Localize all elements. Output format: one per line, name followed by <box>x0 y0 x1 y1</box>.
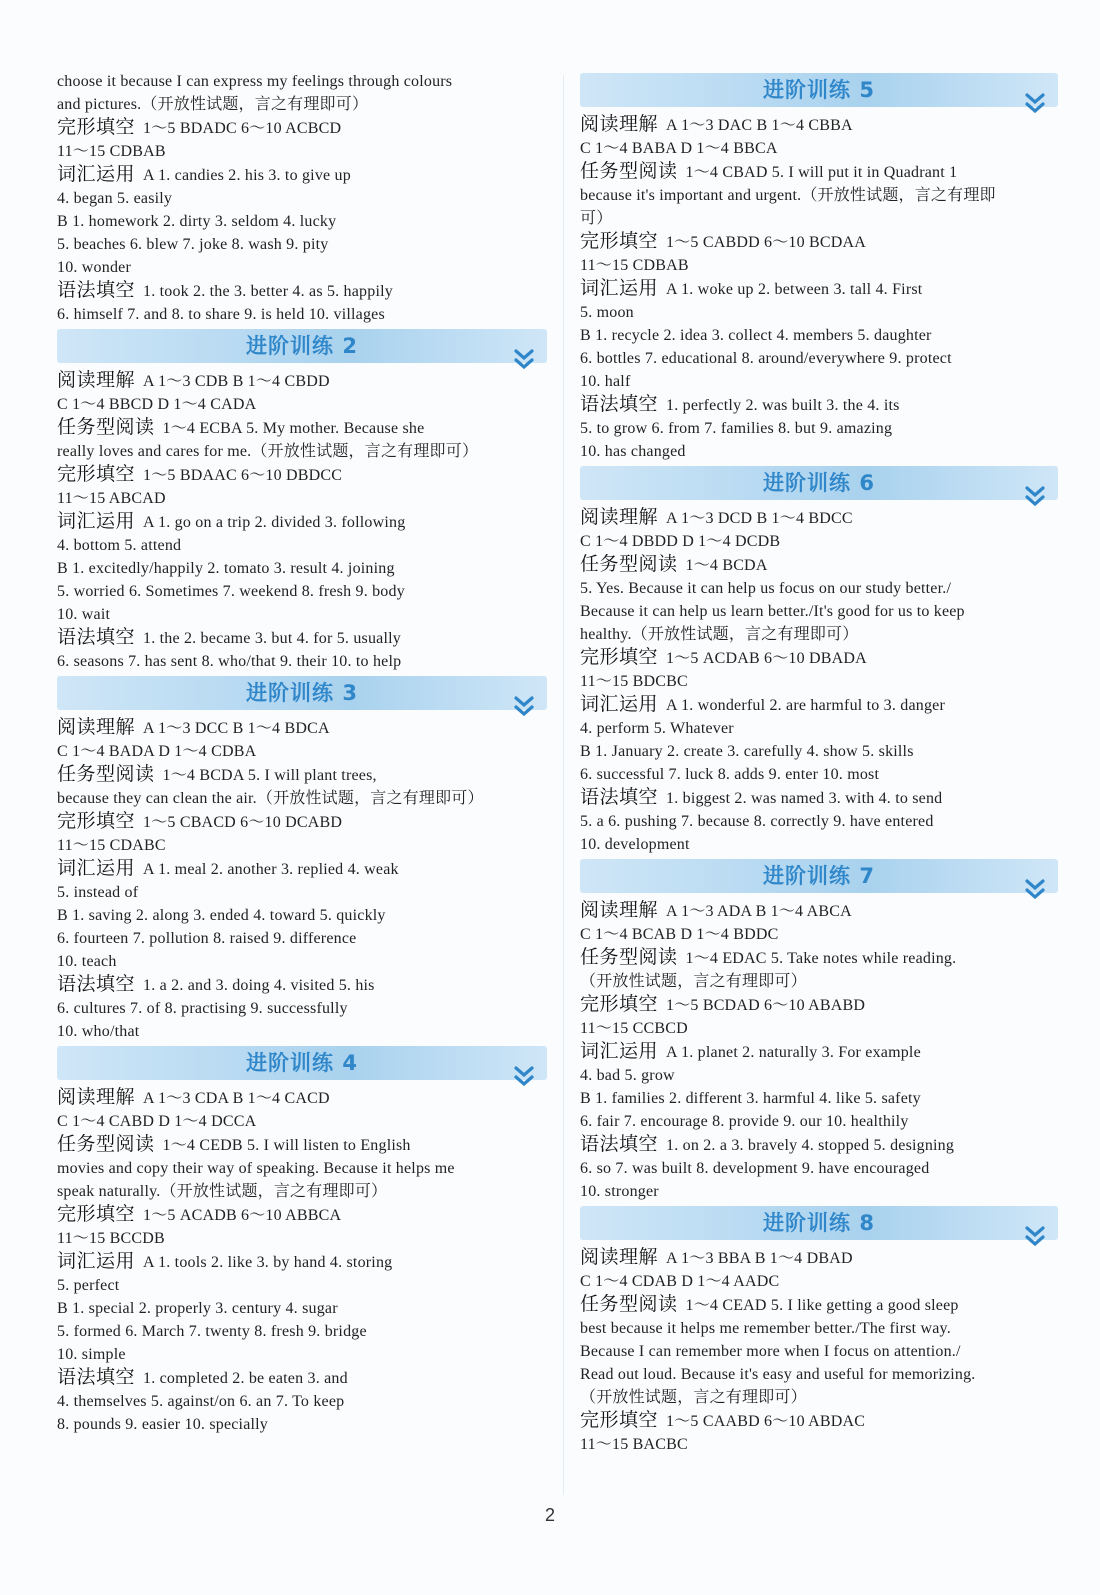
answer-text: （开放性试题，言之有理即可） <box>580 973 807 990</box>
answer-text: and pictures.（开放性试题，言之有理即可） <box>57 96 369 113</box>
answer-text: 6. fourteen 7. pollution 8. raised 9. difference <box>57 930 357 947</box>
question-type-label: 任务型阅读 <box>580 1293 678 1315</box>
answer-text: B 1. saving 2. along 3. ended 4. toward 5. quickly <box>57 907 386 924</box>
answer-line <box>57 463 547 487</box>
answer-text: 1. perfectly 2. was built 3. the 4. its <box>666 397 900 414</box>
answer-text: 6. himself 7. and 8. to share 9. is held 10. villages <box>57 306 385 323</box>
answer-line <box>57 369 547 393</box>
answer-text: C 1～4 BBCD D 1～4 CADA <box>57 396 257 413</box>
double-chevron-down-icon <box>513 347 535 373</box>
answer-text: 11～15 BDCBC <box>580 673 688 690</box>
answer-line <box>580 623 1058 646</box>
question-type-label: 完形填空 <box>580 646 659 668</box>
answer-line <box>57 140 547 163</box>
answer-text: 1～4 BCDA 5. I will plant trees, <box>162 767 377 784</box>
answer-text: A 1. planet 2. naturally 3. For example <box>666 1044 921 1061</box>
question-type-label: 完形填空 <box>580 1409 659 1431</box>
answer-text: 5. a 6. pushing 7. because 8. correctly 9. have entered <box>580 813 934 830</box>
answer-text: 6. so 7. was built 8. development 9. have encouraged <box>580 1160 930 1177</box>
answer-text: 1～5 BCDAD 6～10 ABABD <box>666 997 866 1014</box>
answer-text: B 1. excitedly/happily 2. tomato 3. result 4. joining <box>57 560 395 577</box>
section-banner <box>57 1046 547 1080</box>
answer-text: C 1～4 BADA D 1～4 CDBA <box>57 743 257 760</box>
answer-text: movies and copy their way of speaking. Because it helps me <box>57 1160 455 1177</box>
answer-line <box>580 160 1058 184</box>
answer-text: 1～5 ACDAB 6～10 DBADA <box>666 650 867 667</box>
answer-text: 5. beaches 6. blew 7. joke 8. wash 9. pity <box>57 236 329 253</box>
question-type-label: 完形填空 <box>57 810 136 832</box>
answer-line <box>57 487 547 510</box>
question-type-label: 任务型阅读 <box>57 1133 155 1155</box>
answer-text: 1～4 EDAC 5. Take notes while reading. <box>685 950 957 967</box>
right-column <box>580 70 1058 1456</box>
question-type-label: 完形填空 <box>57 1203 136 1225</box>
answer-line <box>580 646 1058 670</box>
answer-line <box>57 810 547 834</box>
answer-text: 5. worried 6. Sometimes 7. weekend 8. fresh 9. body <box>57 583 405 600</box>
question-type-label: 完形填空 <box>580 993 659 1015</box>
answer-text: A 1～3 DCC B 1～4 BDCA <box>143 720 330 737</box>
answer-line <box>580 1433 1058 1456</box>
answer-text: 11～15 CCBCD <box>580 1020 688 1037</box>
answer-line <box>57 534 547 557</box>
answer-text: 8. pounds 9. easier 10. specially <box>57 1416 268 1433</box>
question-type-label: 阅读理解 <box>580 899 659 921</box>
answer-text: 1～4 CEAD 5. I like getting a good sleep <box>685 1297 959 1314</box>
section-banner <box>580 1206 1058 1240</box>
answer-line <box>57 1180 547 1203</box>
answer-text: 5. perfect <box>57 1277 120 1294</box>
section-banner <box>57 329 547 363</box>
answer-line <box>57 279 547 303</box>
left-column <box>57 70 547 1436</box>
answer-text: 5. Yes. Because it can help us focus on our study better./ <box>580 580 952 597</box>
question-type-label: 完形填空 <box>580 230 659 252</box>
answer-text: 5. moon <box>580 304 634 321</box>
answer-text: 1～5 ACADB 6～10 ABBCA <box>143 1207 342 1224</box>
question-type-label: 语法填空 <box>57 279 136 301</box>
section-title: 进阶训练 6 <box>763 471 875 495</box>
answer-text: 10. wonder <box>57 259 131 276</box>
answer-text: A 1～3 CDA B 1～4 CACD <box>143 1090 330 1107</box>
double-chevron-down-icon <box>1024 484 1046 510</box>
answer-line <box>580 1409 1058 1433</box>
answer-line <box>57 1320 547 1343</box>
question-type-label: 任务型阅读 <box>57 416 155 438</box>
answer-line <box>57 303 547 326</box>
answer-line <box>57 1020 547 1043</box>
answer-line <box>580 717 1058 740</box>
answer-line <box>580 577 1058 600</box>
answer-text: 1～4 CEDB 5. I will listen to English <box>162 1137 411 1154</box>
answer-text: A 1～3 ADA B 1～4 ABCA <box>666 903 852 920</box>
answer-text: Because I can remember more when I focus on attention./ <box>580 1343 961 1360</box>
section-banner <box>580 859 1058 893</box>
answer-line <box>580 1386 1058 1409</box>
answer-text: 6. cultures 7. of 8. practising 9. successfully <box>57 1000 348 1017</box>
answer-text: speak naturally.（开放性试题，言之有理即可） <box>57 1183 388 1200</box>
answer-line <box>57 857 547 881</box>
answer-text: best because it helps me remember better./The first way. <box>580 1320 951 1337</box>
answer-line <box>580 1317 1058 1340</box>
answer-line <box>57 1157 547 1180</box>
answer-line <box>580 833 1058 856</box>
question-type-label: 完形填空 <box>57 116 136 138</box>
answer-line <box>580 810 1058 833</box>
question-type-label: 阅读理解 <box>580 506 659 528</box>
answer-text: A 1. wonderful 2. are harmful to 3. danger <box>666 697 946 714</box>
answer-text: C 1～4 BCAB D 1～4 BDDC <box>580 926 779 943</box>
answer-line <box>580 670 1058 693</box>
question-type-label: 任务型阅读 <box>580 946 678 968</box>
section-title: 进阶训练 2 <box>246 334 358 358</box>
answer-line <box>580 184 1058 207</box>
answer-line <box>57 950 547 973</box>
answer-text: 1～5 CABDD 6～10 BCDAA <box>666 234 867 251</box>
answer-text: 10. stronger <box>580 1183 659 1200</box>
question-type-label: 词汇运用 <box>57 510 136 532</box>
answer-text: C 1～4 DBDD D 1～4 DCDB <box>580 533 781 550</box>
answer-line <box>580 440 1058 463</box>
answer-line <box>57 1086 547 1110</box>
double-chevron-down-icon <box>1024 91 1046 117</box>
answer-line <box>57 93 547 116</box>
answer-line <box>57 256 547 279</box>
question-type-label: 语法填空 <box>580 393 659 415</box>
question-type-label: 阅读理解 <box>580 1246 659 1268</box>
question-type-label: 任务型阅读 <box>57 763 155 785</box>
section-banner <box>57 676 547 710</box>
question-type-label: 词汇运用 <box>580 1040 659 1062</box>
answer-text: 11～15 CDBAB <box>580 257 689 274</box>
answer-line <box>580 207 1058 230</box>
answer-line <box>57 1274 547 1297</box>
answer-line <box>57 997 547 1020</box>
answer-line <box>580 417 1058 440</box>
answer-line <box>580 1133 1058 1157</box>
answer-line <box>57 834 547 857</box>
answer-line <box>580 301 1058 324</box>
answer-line <box>57 1297 547 1320</box>
answer-text: 10. who/that <box>57 1023 140 1040</box>
answer-line <box>580 946 1058 970</box>
double-chevron-down-icon <box>513 1064 535 1090</box>
section-title: 进阶训练 4 <box>246 1051 358 1075</box>
answer-line <box>580 230 1058 254</box>
answer-text: A 1. tools 2. like 3. by hand 4. storing <box>143 1254 393 1271</box>
question-type-label: 语法填空 <box>57 626 136 648</box>
answer-line <box>57 716 547 740</box>
answer-line <box>580 786 1058 810</box>
answer-line <box>580 1363 1058 1386</box>
answer-text: 11～15 CDABC <box>57 837 166 854</box>
answer-text: because they can clean the air.（开放性试题，言之有理即可） <box>57 790 484 807</box>
answer-line <box>57 510 547 534</box>
answer-text: 4. themselves 5. against/on 6. an 7. To keep <box>57 1393 345 1410</box>
answer-text: 4. perform 5. Whatever <box>580 720 734 737</box>
answer-text: C 1～4 CABD D 1～4 DCCA <box>57 1113 257 1130</box>
answer-text: 4. began 5. easily <box>57 190 173 207</box>
answer-text: 5. instead of <box>57 884 139 901</box>
answer-line <box>57 1390 547 1413</box>
question-type-label: 阅读理解 <box>57 1086 136 1108</box>
answer-line <box>57 393 547 416</box>
answer-line <box>580 530 1058 553</box>
answer-text: 11～15 BACBC <box>580 1436 688 1453</box>
answer-text: A 1. candies 2. his 3. to give up <box>143 167 351 184</box>
answer-line <box>580 923 1058 946</box>
answer-text: 1～5 BDADC 6～10 ACBCD <box>143 120 342 137</box>
answer-line <box>580 1157 1058 1180</box>
section-title: 进阶训练 8 <box>763 1211 875 1235</box>
question-type-label: 词汇运用 <box>57 163 136 185</box>
answer-text: 1. a 2. and 3. doing 4. visited 5. his <box>143 977 375 994</box>
answer-text: A 1～3 BBA B 1～4 DBAD <box>666 1250 853 1267</box>
answer-text: 4. bad 5. grow <box>580 1067 675 1084</box>
answer-line <box>580 506 1058 530</box>
answer-text: 10. teach <box>57 953 117 970</box>
answer-text: 5. formed 6. March 7. twenty 8. fresh 9. bridge <box>57 1323 367 1340</box>
answer-text: 1. the 2. became 3. but 4. for 5. usually <box>143 630 401 647</box>
answer-text: 11～15 CDBAB <box>57 143 166 160</box>
answer-line <box>57 650 547 673</box>
answer-text: Read out loud. Because it's easy and useful for memorizing. <box>580 1366 976 1383</box>
question-type-label: 完形填空 <box>57 463 136 485</box>
question-type-label: 词汇运用 <box>57 1250 136 1272</box>
answer-text: 1～4 ECBA 5. My mother. Because she <box>162 420 425 437</box>
answer-line <box>57 416 547 440</box>
answer-line <box>57 557 547 580</box>
question-type-label: 任务型阅读 <box>580 553 678 575</box>
answer-line <box>57 1366 547 1390</box>
answer-line <box>580 324 1058 347</box>
question-type-label: 阅读理解 <box>57 369 136 391</box>
answer-text: 10. has changed <box>580 443 686 460</box>
question-type-label: 任务型阅读 <box>580 160 678 182</box>
answer-line <box>57 740 547 763</box>
answer-line <box>57 927 547 950</box>
answer-text: A 1～3 DCD B 1～4 BDCC <box>666 510 853 527</box>
answer-text: 1～5 CBACD 6～10 DCABD <box>143 814 343 831</box>
answer-text: 1～4 CBAD 5. I will put it in Quadrant 1 <box>685 164 958 181</box>
answer-line <box>580 1270 1058 1293</box>
answer-line <box>580 1180 1058 1203</box>
answer-line <box>580 970 1058 993</box>
section-title: 进阶训练 7 <box>763 864 875 888</box>
answer-text: C 1～4 BABA D 1～4 BBCA <box>580 140 778 157</box>
answer-text: 1. took 2. the 3. better 4. as 5. happily <box>143 283 393 300</box>
answer-text: A 1. woke up 2. between 3. tall 4. First <box>666 281 923 298</box>
answer-text: A 1～3 DAC B 1～4 CBBA <box>666 117 853 134</box>
answer-line <box>580 600 1058 623</box>
answer-line <box>57 1413 547 1436</box>
answer-text: 6. successful 7. luck 8. adds 9. enter 10. most <box>580 766 880 783</box>
section-banner <box>580 466 1058 500</box>
answer-line <box>57 763 547 787</box>
answer-line <box>580 763 1058 786</box>
answer-text: A 1～3 CDB B 1～4 CBDD <box>143 373 330 390</box>
answer-line <box>57 1343 547 1366</box>
double-chevron-down-icon <box>513 694 535 720</box>
answer-text: healthy.（开放性试题，言之有理即可） <box>580 626 859 643</box>
question-type-label: 词汇运用 <box>580 277 659 299</box>
answer-text: B 1. homework 2. dirty 3. seldom 4. lucky <box>57 213 337 230</box>
answer-line <box>57 1250 547 1274</box>
answer-line <box>580 1064 1058 1087</box>
question-type-label: 语法填空 <box>57 1366 136 1388</box>
answer-text: Because it can help us learn better./It's good for us to keep <box>580 603 965 620</box>
answer-line <box>580 254 1058 277</box>
answer-text: （开放性试题，言之有理即可） <box>580 1389 807 1406</box>
answer-text: 可） <box>580 210 613 227</box>
answer-line <box>580 740 1058 763</box>
answer-text: 10. wait <box>57 606 111 623</box>
answer-text: because it's important and urgent.（开放性试题，言之有理即 <box>580 187 996 204</box>
answer-text: B 1. recycle 2. idea 3. collect 4. members 5. daughter <box>580 327 932 344</box>
page-number: 2 <box>544 1505 555 1525</box>
question-type-label: 阅读理解 <box>580 113 659 135</box>
answer-line <box>57 70 547 93</box>
double-chevron-down-icon <box>1024 1224 1046 1250</box>
answer-text: 1～4 BCDA <box>685 557 768 574</box>
answer-text: 10. development <box>580 836 690 853</box>
answer-text: 11～15 BCCDB <box>57 1230 165 1247</box>
answer-line <box>57 881 547 904</box>
double-chevron-down-icon <box>1024 877 1046 903</box>
answer-text: B 1. January 2. create 3. carefully 4. show 5. skills <box>580 743 914 760</box>
answer-line <box>580 137 1058 160</box>
question-type-label: 语法填空 <box>580 786 659 808</box>
answer-line <box>57 580 547 603</box>
answer-line <box>57 233 547 256</box>
answer-line <box>580 1340 1058 1363</box>
answer-line <box>57 1110 547 1133</box>
answer-line <box>580 1087 1058 1110</box>
answer-text: A 1. meal 2. another 3. replied 4. weak <box>143 861 399 878</box>
answer-text: 1. on 2. a 3. bravely 4. stopped 5. designing <box>666 1137 955 1154</box>
answer-text: really loves and cares for me.（开放性试题，言之有理即可） <box>57 443 479 460</box>
question-type-label: 语法填空 <box>580 1133 659 1155</box>
answer-line <box>57 163 547 187</box>
answer-line <box>580 899 1058 923</box>
answer-line <box>57 210 547 233</box>
answer-line <box>580 1246 1058 1270</box>
answer-text: 10. simple <box>57 1346 126 1363</box>
answer-line <box>580 993 1058 1017</box>
answer-line <box>57 440 547 463</box>
answer-line <box>57 187 547 210</box>
answer-text: 6. bottles 7. educational 8. around/everywhere 9. protect <box>580 350 952 367</box>
answer-line <box>580 277 1058 301</box>
answer-line <box>57 904 547 927</box>
answer-line <box>580 113 1058 137</box>
answer-text: 1. biggest 2. was named 3. with 4. to send <box>666 790 943 807</box>
answer-line <box>580 1110 1058 1133</box>
answer-text: 6. seasons 7. has sent 8. who/that 9. their 10. to help <box>57 653 402 670</box>
answer-text: B 1. special 2. properly 3. century 4. sugar <box>57 1300 338 1317</box>
answer-line <box>580 693 1058 717</box>
answer-line <box>57 603 547 626</box>
answer-line <box>580 393 1058 417</box>
question-type-label: 词汇运用 <box>580 693 659 715</box>
question-type-label: 语法填空 <box>57 973 136 995</box>
answer-line <box>57 1133 547 1157</box>
answer-line <box>580 347 1058 370</box>
answer-text: choose it because I can express my feelings through colours <box>57 73 453 90</box>
answer-line <box>57 787 547 810</box>
answer-line <box>57 1227 547 1250</box>
answer-text: 11～15 ABCAD <box>57 490 166 507</box>
section-title: 进阶训练 5 <box>763 78 875 102</box>
answer-line <box>580 553 1058 577</box>
answer-line <box>57 973 547 997</box>
section-title: 进阶训练 3 <box>246 681 358 705</box>
answer-text: 1. completed 2. be eaten 3. and <box>143 1370 348 1387</box>
answer-text: B 1. families 2. different 3. harmful 4. like 5. safety <box>580 1090 921 1107</box>
answer-text: 4. bottom 5. attend <box>57 537 182 554</box>
answer-text: 5. to grow 6. from 7. families 8. but 9. amazing <box>580 420 893 437</box>
answer-line <box>57 626 547 650</box>
question-type-label: 阅读理解 <box>57 716 136 738</box>
answer-text: 1～5 CAABD 6～10 ABDAC <box>666 1413 866 1430</box>
answer-line <box>580 1017 1058 1040</box>
answer-text: A 1. go on a trip 2. divided 3. following <box>143 514 406 531</box>
answer-text: 6. fair 7. encourage 8. provide 9. our 10. healthily <box>580 1113 909 1130</box>
answer-line <box>580 1293 1058 1317</box>
answer-line <box>580 1040 1058 1064</box>
section-banner <box>580 73 1058 107</box>
column-divider <box>563 75 564 1495</box>
answer-line <box>57 116 547 140</box>
answer-text: 1～5 BDAAC 6～10 DBDCC <box>143 467 343 484</box>
question-type-label: 词汇运用 <box>57 857 136 879</box>
answer-text: 10. half <box>580 373 631 390</box>
answer-text: C 1～4 CDAB D 1～4 AADC <box>580 1273 780 1290</box>
answer-line <box>57 1203 547 1227</box>
answer-line <box>580 370 1058 393</box>
